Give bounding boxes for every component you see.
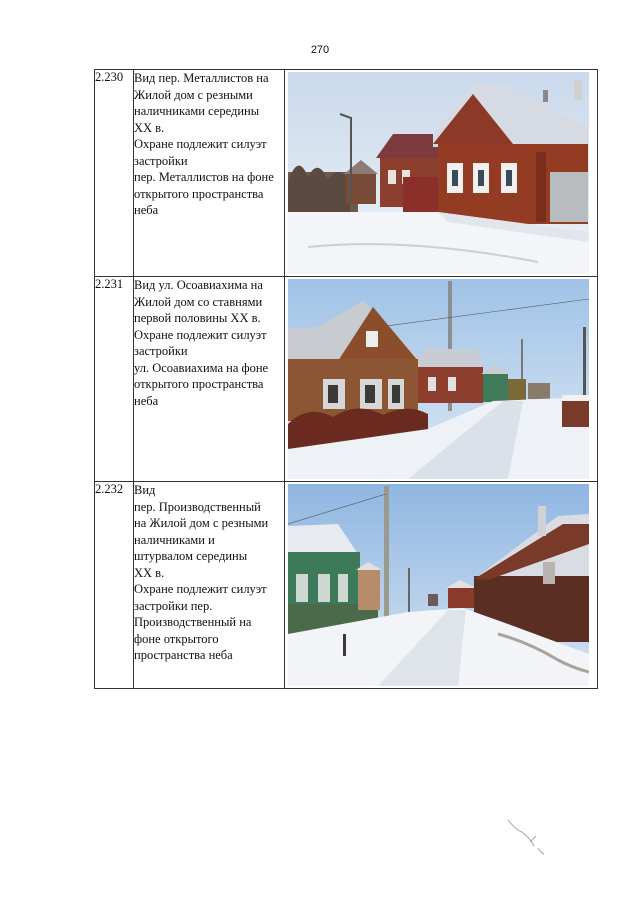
- description-line: пер. Производственный: [134, 499, 261, 514]
- description-line: XX в.: [134, 120, 165, 135]
- description-line: неба: [134, 203, 159, 217]
- row-description: [134, 482, 285, 689]
- description-line: наличниками середины: [134, 104, 260, 118]
- row-number: 2.230: [95, 70, 134, 277]
- description-line: Вид пер. Металлистов на: [134, 71, 269, 85]
- description-line: Охране подлежит силуэт: [134, 137, 267, 151]
- table-row: [95, 70, 598, 277]
- description-line: первой половины XX в.: [134, 311, 261, 325]
- description-line: Жилой дом с резными: [134, 87, 253, 102]
- description-line: фоне открытого: [134, 631, 219, 646]
- photo-cell: [285, 70, 598, 277]
- street-photo: [288, 279, 589, 479]
- row-description: [134, 277, 285, 482]
- description-line: Охране подлежит силуэт: [134, 327, 267, 342]
- photo-cell: [285, 482, 598, 689]
- description-line: неба: [134, 393, 159, 408]
- row-number: 2.232: [95, 482, 134, 689]
- table-row: [95, 482, 598, 689]
- description-line: ул. Осоавиахима на фоне: [134, 360, 269, 375]
- description-line: Производственный на: [134, 615, 252, 629]
- table-row: [95, 277, 598, 482]
- description-line: застройки: [134, 344, 188, 358]
- description-line: Вид: [134, 483, 156, 497]
- street-photo: [288, 72, 589, 274]
- description-line: Жилой дом со ставнями: [134, 294, 263, 309]
- description-line: открытого пространства: [134, 377, 264, 391]
- row-number: 2.231: [95, 277, 134, 482]
- photo-cell: [285, 277, 598, 482]
- page-number: 270: [310, 44, 330, 56]
- pen-mark-decoration: [500, 812, 550, 862]
- description-line: застройки: [134, 153, 188, 168]
- description-line: штурвалом середины: [134, 549, 248, 563]
- description-line: XX в.: [134, 565, 165, 580]
- description-line: открытого пространства: [134, 186, 264, 201]
- description-line: Охране подлежит силуэт: [134, 582, 267, 596]
- description-line: наличниками и: [134, 532, 215, 547]
- description-line: пространства неба: [134, 648, 233, 662]
- description-line: пер. Металлистов на фоне: [134, 170, 274, 184]
- row-description: [134, 70, 285, 277]
- description-line: на Жилой дом с резными: [134, 516, 269, 530]
- description-line: Вид ул. Осоавиахима на: [134, 278, 263, 292]
- street-photo: [288, 484, 589, 686]
- description-line: застройки пер.: [134, 598, 213, 613]
- monuments-table: [94, 69, 598, 689]
